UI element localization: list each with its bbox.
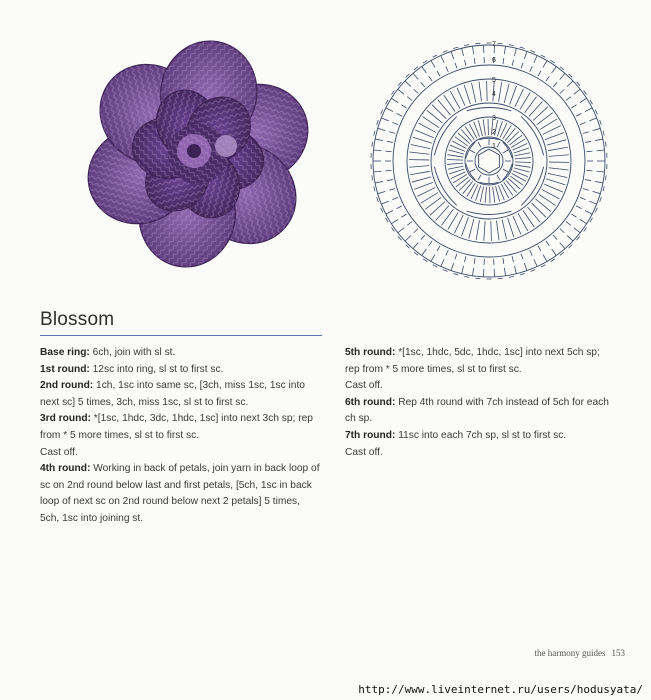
step-label: 5th round: bbox=[345, 347, 396, 358]
source-url: http://www.liveinternet.ru/users/hodusyata/ bbox=[358, 683, 643, 696]
stitch-symbol bbox=[451, 51, 454, 59]
stitch-symbol bbox=[464, 45, 469, 46]
stitch-symbol bbox=[377, 120, 379, 125]
stitch-symbol bbox=[386, 100, 388, 104]
stitch-symbol bbox=[503, 125, 511, 139]
stitch-symbol bbox=[547, 140, 566, 145]
stitch-symbol bbox=[585, 210, 592, 214]
stitch-symbol bbox=[543, 126, 561, 135]
stitch-symbol bbox=[548, 147, 568, 150]
stitch-symbol bbox=[534, 55, 537, 62]
stitch-symbol bbox=[377, 197, 379, 202]
stitch-symbol bbox=[405, 81, 411, 87]
stitch-symbol bbox=[464, 276, 469, 277]
step-label: 2nd round: bbox=[40, 380, 94, 392]
stitch-symbol bbox=[414, 229, 418, 233]
pattern-step bbox=[40, 445, 322, 462]
stitch-symbol bbox=[381, 118, 388, 121]
chart-round bbox=[431, 103, 547, 219]
pattern-step bbox=[40, 411, 322, 444]
stitch-symbol bbox=[455, 254, 457, 260]
stitch-symbol bbox=[413, 73, 418, 79]
stitch-symbol bbox=[453, 274, 458, 275]
stitch-symbol bbox=[480, 186, 483, 202]
stitch-symbol bbox=[398, 89, 404, 94]
stitch-symbol bbox=[496, 186, 500, 201]
stitch-symbol bbox=[600, 120, 602, 125]
base-ring bbox=[479, 149, 500, 173]
stitch-symbol bbox=[414, 182, 433, 189]
stitch-symbol bbox=[543, 61, 547, 68]
step-text: 6ch, join with sl st. bbox=[89, 347, 176, 358]
stitch-symbol bbox=[378, 191, 386, 193]
stitch-symbol bbox=[544, 184, 562, 192]
stitch-symbol bbox=[548, 173, 568, 177]
stitch-symbol bbox=[413, 137, 432, 143]
stitch-symbol bbox=[595, 139, 603, 141]
petal-arc bbox=[467, 211, 512, 214]
stitch-symbol bbox=[587, 170, 593, 171]
chart-round bbox=[445, 117, 533, 205]
stitch-symbol bbox=[467, 183, 475, 197]
stitch-symbol bbox=[504, 268, 505, 276]
stitch-symbol bbox=[391, 219, 398, 223]
stitch-symbol bbox=[530, 66, 532, 71]
stitch-symbol bbox=[590, 100, 593, 104]
stitch-symbol bbox=[474, 58, 475, 64]
flower-photo bbox=[86, 38, 310, 272]
book-title: the harmony guides bbox=[534, 648, 606, 658]
stitch-symbol bbox=[593, 191, 601, 193]
stitch-symbol bbox=[448, 166, 464, 169]
stitch-symbol bbox=[497, 175, 500, 180]
stitch-symbol bbox=[552, 67, 557, 74]
stitch-symbol bbox=[485, 187, 486, 203]
stitch-symbol bbox=[483, 119, 485, 135]
stitch-symbol bbox=[374, 186, 375, 191]
stitch-symbol bbox=[511, 139, 525, 147]
pattern-step bbox=[345, 395, 617, 428]
stitch-symbol bbox=[479, 82, 482, 102]
petal-arc bbox=[467, 108, 512, 111]
stitch-symbol bbox=[546, 76, 549, 81]
stitch-symbol bbox=[478, 142, 481, 147]
stitch-symbol bbox=[553, 235, 557, 240]
stitch-symbol bbox=[422, 67, 427, 74]
stitch-symbol bbox=[474, 258, 475, 264]
stitch-symbol bbox=[456, 177, 469, 187]
stitch-symbol bbox=[552, 249, 557, 256]
round-number-label: 6 bbox=[492, 57, 496, 64]
stitch-symbol bbox=[507, 131, 518, 142]
stitch-symbol bbox=[593, 128, 601, 130]
stitch-symbol bbox=[576, 113, 581, 116]
stitch-symbol bbox=[491, 221, 492, 241]
step-text: *[1sc, 1hdc, 5dc, 1hdc, 1sc] into next 5ch sp; rep from * 5 more times, sl st to first sc. bbox=[345, 347, 600, 375]
page-footer bbox=[535, 648, 626, 658]
pattern-step bbox=[40, 345, 322, 362]
step-text: Working in back of petals, join yarn in back loop of sc on 2nd round below last and first petals, [5ch, 1sc in back loop of next sc on 2nd round below next 2 petals] 5 times, 5ch, 1sc into joining st. bbox=[40, 463, 320, 524]
stitch-symbol bbox=[472, 46, 473, 54]
stitch-symbol bbox=[451, 263, 454, 271]
stitch-symbol bbox=[531, 270, 536, 272]
stitch-symbol bbox=[417, 188, 435, 197]
stitch-symbol bbox=[600, 197, 602, 202]
stitch-symbol bbox=[381, 201, 388, 204]
stitch-symbol bbox=[546, 179, 565, 185]
stitch-symbol bbox=[372, 175, 373, 180]
stitch-symbol bbox=[510, 176, 523, 185]
stitch-symbol bbox=[553, 82, 557, 87]
stitch-symbol bbox=[589, 201, 596, 204]
stitch-symbol bbox=[405, 236, 411, 242]
stitch-symbol bbox=[524, 263, 527, 271]
crochet-symbol-chart bbox=[364, 36, 614, 286]
stitch-symbol bbox=[508, 178, 520, 189]
stitch-symbol bbox=[585, 141, 591, 142]
chart-round bbox=[475, 147, 503, 175]
stitch-symbol bbox=[443, 270, 448, 272]
stitch-symbol bbox=[455, 137, 468, 146]
stitch-symbol bbox=[541, 55, 545, 57]
step-label: 1st round: bbox=[40, 363, 90, 375]
stitch-symbol bbox=[487, 81, 488, 101]
pattern-step bbox=[345, 378, 617, 395]
stitch-symbol bbox=[580, 122, 586, 124]
stitch-symbol bbox=[414, 89, 418, 93]
stitch-symbol bbox=[514, 266, 516, 274]
stitch-symbol bbox=[478, 120, 482, 135]
step-label: 3rd round: bbox=[40, 413, 91, 425]
stitch-symbol bbox=[471, 83, 475, 103]
stitch-symbol bbox=[465, 126, 474, 139]
stitch-symbol bbox=[422, 249, 427, 256]
stitch-symbol bbox=[453, 47, 458, 48]
stitch-symbol bbox=[566, 222, 571, 226]
stitch-symbol bbox=[446, 66, 448, 71]
page-number: 153 bbox=[611, 648, 625, 658]
stitch-symbol bbox=[431, 61, 435, 68]
stitch-symbol bbox=[464, 256, 465, 262]
stitch-symbol bbox=[509, 45, 514, 46]
stitch-symbol bbox=[493, 187, 495, 203]
stitch-symbol bbox=[402, 105, 407, 108]
stitch-symbol bbox=[411, 144, 431, 148]
stitch-symbol bbox=[508, 218, 514, 237]
stitch-symbol bbox=[469, 219, 474, 238]
step-text: Cast off. bbox=[345, 380, 383, 392]
stitch-symbol bbox=[437, 71, 440, 76]
stitch-symbol bbox=[464, 60, 465, 66]
step-text: Cast off. bbox=[345, 446, 383, 458]
stitch-symbol bbox=[541, 265, 545, 267]
stitch-symbol bbox=[503, 169, 508, 172]
stitch-symbol bbox=[502, 220, 506, 240]
stitch-symbol bbox=[462, 266, 464, 274]
chart-round bbox=[373, 45, 605, 277]
stitch-symbol bbox=[538, 71, 541, 76]
stitch-symbol bbox=[571, 105, 576, 108]
stitch-symbol bbox=[530, 51, 535, 53]
stitch-symbol bbox=[429, 76, 432, 81]
stitch-symbol bbox=[589, 118, 596, 121]
pattern-step bbox=[40, 378, 322, 411]
stitch-symbol bbox=[462, 217, 469, 236]
pattern-step bbox=[345, 445, 617, 462]
stitch-symbol bbox=[510, 86, 517, 105]
stitch-symbol bbox=[448, 150, 463, 154]
stitch-symbol bbox=[560, 89, 564, 93]
stitch-symbol bbox=[441, 55, 444, 62]
stitch-symbol bbox=[521, 63, 523, 69]
chart-round bbox=[407, 79, 571, 243]
stitch-symbol bbox=[503, 58, 504, 64]
stitch-symbol bbox=[462, 48, 464, 56]
stitch-symbol bbox=[504, 84, 509, 103]
stitch-symbol bbox=[412, 177, 431, 182]
stitch-symbol bbox=[542, 189, 560, 198]
pattern-step bbox=[40, 362, 322, 379]
stitch-symbol bbox=[374, 171, 382, 172]
stitch-symbol bbox=[521, 254, 523, 260]
stitch-symbol bbox=[410, 152, 430, 154]
stitch-symbol bbox=[497, 221, 500, 241]
stitch-symbol bbox=[567, 81, 573, 87]
stitch-symbol bbox=[512, 256, 513, 262]
stitch-symbol bbox=[605, 142, 606, 147]
stitch-symbol bbox=[497, 142, 500, 147]
stitch-symbol bbox=[605, 175, 606, 180]
stitch-symbol bbox=[503, 150, 508, 153]
stitch-symbol bbox=[386, 210, 393, 214]
stitch-symbol bbox=[590, 218, 592, 222]
stitch-symbol bbox=[549, 168, 569, 170]
step-text: 1ch, 1sc into same sc, [3ch, miss 1sc, 1sc into next sc] 5 times, 3ch, miss 1sc, sl st to first sc. bbox=[40, 380, 305, 408]
stitch-symbol bbox=[515, 162, 531, 163]
stitch-symbol bbox=[503, 258, 504, 264]
stitch-symbol bbox=[514, 153, 530, 156]
stitch-symbol bbox=[381, 208, 383, 213]
stitch-symbol bbox=[524, 51, 527, 59]
stitch-symbol bbox=[381, 110, 383, 115]
stitch-symbol bbox=[509, 276, 514, 277]
stitch-symbol bbox=[515, 165, 531, 167]
stitch-symbol bbox=[433, 265, 437, 267]
stitch-symbol bbox=[520, 47, 525, 48]
stitch-symbol bbox=[392, 122, 398, 124]
pattern-step bbox=[345, 428, 617, 445]
round-number-label: 2 bbox=[492, 129, 496, 136]
stitch-symbol bbox=[385, 170, 391, 171]
stitch-symbol bbox=[504, 182, 513, 195]
stitch-symbol bbox=[419, 123, 437, 132]
stitch-symbol bbox=[455, 63, 457, 69]
stitch-symbol bbox=[567, 236, 573, 242]
instructions-left-column bbox=[40, 345, 322, 528]
stitch-symbol bbox=[509, 135, 522, 145]
stitch-symbol bbox=[378, 128, 386, 130]
stitch-symbol bbox=[587, 151, 593, 152]
chart-round bbox=[393, 65, 585, 257]
stitch-symbol bbox=[560, 243, 565, 249]
stitch-symbol bbox=[580, 219, 587, 223]
stitch-symbol bbox=[597, 150, 605, 151]
stitch-symbol bbox=[409, 166, 429, 168]
stitch-symbol bbox=[514, 168, 529, 172]
instructions-right-column bbox=[345, 345, 617, 461]
stitch-symbol bbox=[374, 150, 382, 151]
stitch-symbol bbox=[391, 98, 398, 102]
step-text: 12sc into ring, sl st to first sc. bbox=[89, 363, 224, 375]
stitch-symbol bbox=[407, 97, 412, 101]
stitch-symbol bbox=[595, 181, 603, 183]
step-label: 7th round: bbox=[345, 429, 396, 441]
step-text: *[1sc, 1hdc, 3dc, 1hdc, 1sc] into next 3ch sp; rep from * 5 more times, sl st to first sc. bbox=[40, 413, 313, 441]
stitch-symbol bbox=[549, 155, 569, 157]
title-rule bbox=[40, 335, 322, 336]
stitch-symbol bbox=[574, 228, 580, 233]
stitch-symbol bbox=[566, 97, 571, 101]
stitch-symbol bbox=[447, 163, 463, 164]
stitch-symbol bbox=[437, 246, 440, 251]
step-label: Base ring: bbox=[40, 347, 90, 358]
stitch-symbol bbox=[514, 48, 516, 56]
stitch-symbol bbox=[459, 179, 470, 190]
step-label: 4th round: bbox=[40, 463, 91, 475]
stitch-symbol bbox=[461, 129, 472, 141]
step-label: 6th round: bbox=[345, 396, 396, 408]
stitch-symbol bbox=[576, 206, 581, 209]
stitch-symbol bbox=[458, 133, 470, 144]
stitch-symbol bbox=[389, 189, 395, 191]
stitch-symbol bbox=[375, 181, 383, 183]
stitch-symbol bbox=[499, 82, 502, 102]
round-number-label: 5 bbox=[492, 77, 496, 84]
stitch-symbol bbox=[603, 131, 604, 136]
stitch-symbol bbox=[441, 259, 444, 266]
stitch-symbol bbox=[595, 110, 597, 115]
stitch-symbol bbox=[453, 175, 467, 183]
stitch-symbol bbox=[464, 85, 470, 104]
stitch-symbol bbox=[520, 273, 525, 274]
stitch-symbol bbox=[583, 189, 589, 191]
stitch-symbol bbox=[597, 171, 605, 172]
stitch-symbol bbox=[463, 181, 473, 193]
stitch-symbol bbox=[580, 197, 586, 199]
stitch-symbol bbox=[415, 130, 433, 138]
stitch-symbol bbox=[386, 108, 393, 112]
stitch-symbol bbox=[580, 98, 587, 102]
step-text: 11sc into each 7ch sp, sl st to first sc. bbox=[395, 429, 567, 441]
stitch-symbol bbox=[407, 222, 412, 226]
stitch-symbol bbox=[512, 60, 513, 66]
step-text: Cast off. bbox=[40, 446, 78, 458]
stitch-symbol bbox=[506, 181, 517, 193]
stitch-symbol bbox=[410, 171, 430, 174]
stitch-symbol bbox=[429, 241, 432, 246]
round-number-label: 4 bbox=[492, 91, 496, 98]
step-text: Rep 4th round with 7ch instead of 5ch for each ch sp. bbox=[345, 396, 609, 425]
stitch-symbol bbox=[476, 220, 479, 240]
stitch-symbol bbox=[433, 55, 437, 57]
stitch-symbol bbox=[443, 51, 448, 53]
stitch-symbol bbox=[446, 250, 448, 255]
stitch-symbol bbox=[583, 132, 589, 134]
stitch-symbol bbox=[478, 175, 481, 180]
stitch-symbol bbox=[530, 250, 532, 255]
stitch-symbol bbox=[385, 151, 391, 152]
stitch-symbol bbox=[571, 214, 576, 217]
stitch-symbol bbox=[545, 133, 564, 140]
stitch-symbol bbox=[431, 255, 435, 262]
stitch-symbol bbox=[515, 158, 531, 159]
stitch-symbol bbox=[574, 89, 580, 94]
stitch-symbol bbox=[387, 180, 393, 181]
stitch-symbol bbox=[546, 241, 549, 246]
pattern-title: Blossom bbox=[40, 309, 115, 330]
stitch-symbol bbox=[457, 88, 465, 106]
pattern-step bbox=[345, 345, 617, 378]
stitch-symbol bbox=[585, 108, 592, 112]
stitch-symbol bbox=[397, 206, 402, 209]
stitch-symbol bbox=[484, 221, 485, 241]
stitch-symbol bbox=[447, 155, 463, 157]
stitch-symbol bbox=[421, 235, 425, 240]
stitch-symbol bbox=[447, 160, 463, 161]
stitch-symbol bbox=[375, 139, 383, 141]
stitch-symbol bbox=[398, 228, 404, 233]
stitch-symbol bbox=[372, 142, 373, 147]
stitch-symbol bbox=[560, 73, 565, 79]
stitch-symbol bbox=[504, 46, 505, 54]
stitch-symbol bbox=[392, 197, 398, 199]
round-number-label: 1 bbox=[492, 143, 496, 150]
stitch-symbol bbox=[413, 243, 418, 249]
stitch-symbol bbox=[455, 215, 464, 233]
stitch-symbol bbox=[595, 208, 597, 213]
stitch-symbol bbox=[374, 131, 375, 136]
stitch-symbol bbox=[402, 214, 407, 217]
stitch-symbol bbox=[505, 128, 515, 140]
stitch-symbol bbox=[387, 141, 393, 142]
stitch-symbol bbox=[386, 218, 389, 222]
stitch-symbol bbox=[543, 255, 547, 262]
round-number-label: 7 bbox=[492, 41, 496, 48]
stitch-symbol bbox=[421, 82, 425, 87]
stitch-symbol bbox=[538, 246, 541, 251]
stitch-symbol bbox=[515, 89, 524, 107]
stitch-symbol bbox=[534, 259, 537, 266]
stitch-symbol bbox=[472, 268, 473, 276]
stitch-symbol bbox=[513, 216, 521, 234]
pattern-step bbox=[40, 461, 322, 527]
stitch-symbol bbox=[470, 150, 475, 153]
round-number-label: 3 bbox=[492, 115, 496, 122]
stitch-symbol bbox=[470, 169, 475, 172]
stitch-symbol bbox=[389, 132, 395, 134]
stitch-symbol bbox=[603, 186, 604, 191]
stitch-symbol bbox=[560, 229, 564, 233]
stitch-symbol bbox=[585, 180, 591, 181]
stitch-symbol bbox=[397, 113, 402, 116]
